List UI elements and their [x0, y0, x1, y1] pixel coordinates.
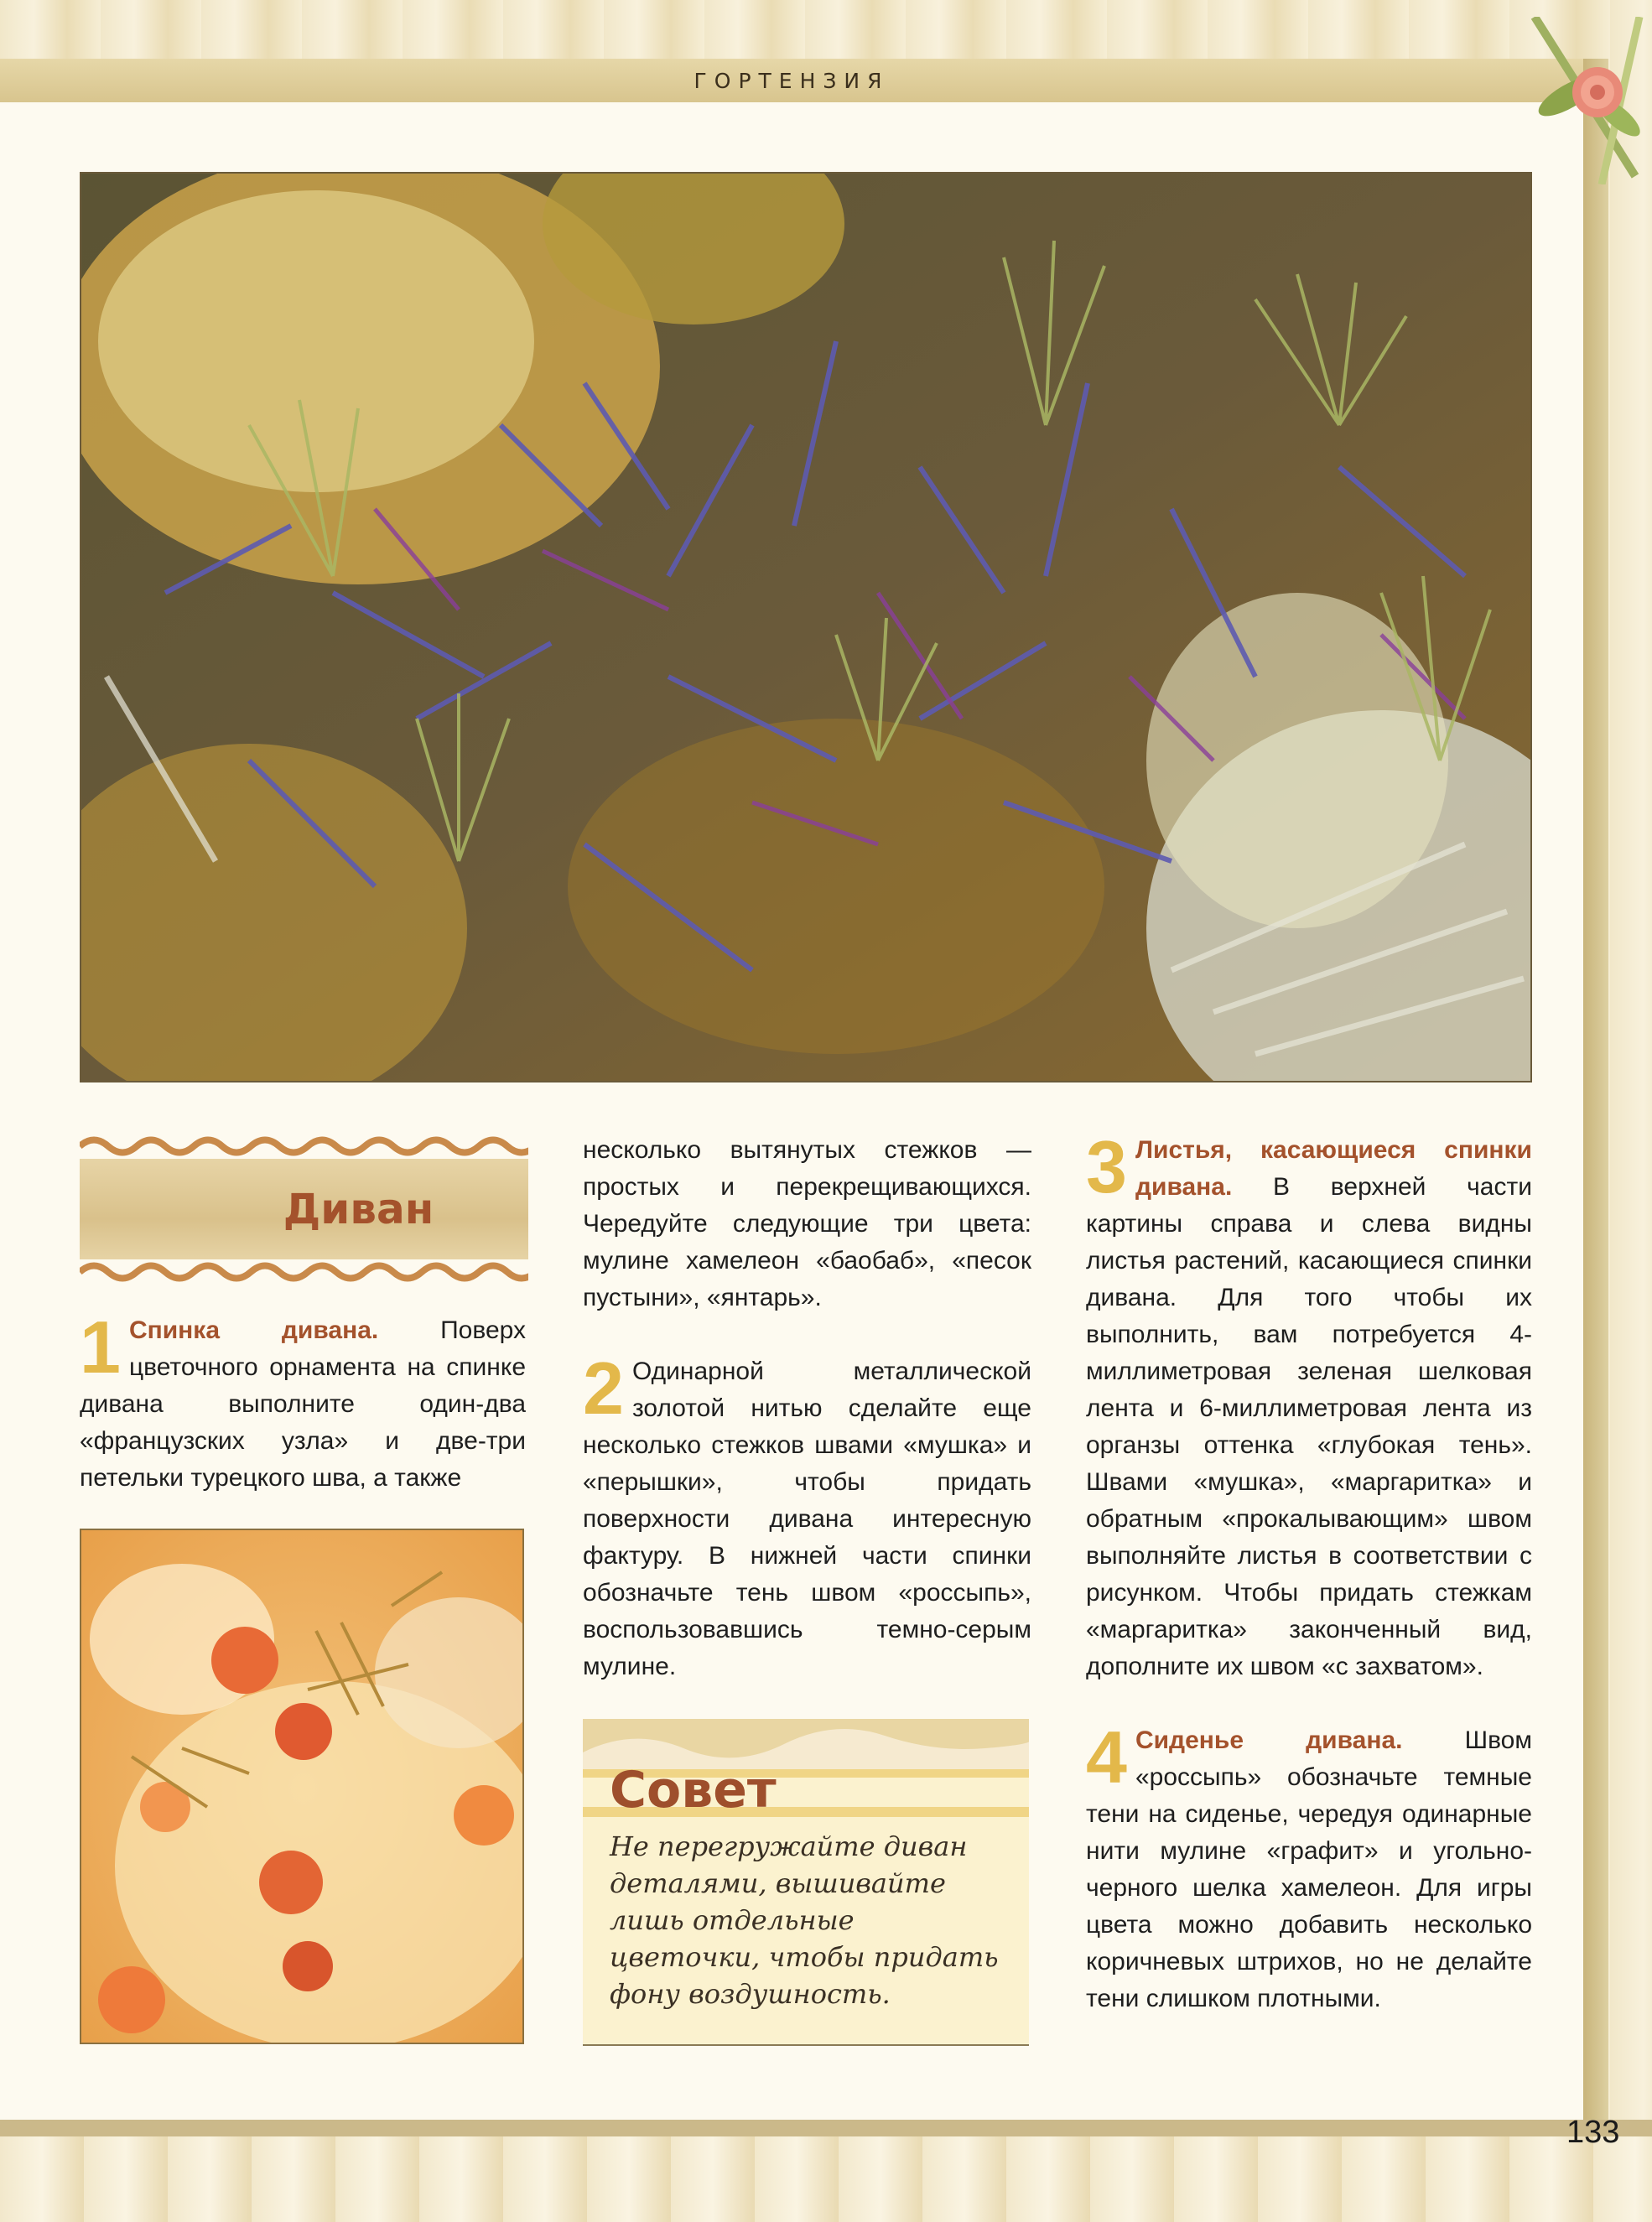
step-lead: Сиденье дивана. — [1135, 1726, 1403, 1754]
page-number: 133 — [1566, 2115, 1620, 2150]
step-1 — [80, 1306, 526, 1497]
step-2 — [583, 1347, 1031, 1685]
step-number: 2 — [583, 1347, 624, 1430]
background-stripes — [0, 2136, 1652, 2222]
text-column-3 — [1086, 1125, 1532, 2017]
step-number: 4 — [1086, 1716, 1127, 1799]
rope-border-top — [80, 1134, 528, 1159]
page-edge-right — [1583, 59, 1608, 2130]
embroidery-photo — [80, 172, 1532, 1082]
step-4 — [1086, 1716, 1532, 2017]
step-number: 3 — [1086, 1125, 1127, 1208]
step-lead: Листья, касающиеся спинки дивана. — [1135, 1136, 1532, 1201]
step-text: Поверх цветочного орнамента на спинке дивана выполните один-два «французских узла» и две-три петельки турецкого шва, а также — [80, 1316, 526, 1492]
tip-title: Совет — [610, 1761, 777, 1820]
tip-box — [583, 1719, 1029, 2046]
tip-text: Не перегружайте диван деталями, вышивайте лишь отдельные цветочки, чтобы придать фону воздушность. — [610, 1830, 999, 2010]
text-column-1 — [80, 1306, 526, 1497]
step-lead: Спинка дивана. — [128, 1316, 379, 1344]
step-3 — [1086, 1125, 1532, 1685]
text-column-2 — [583, 1132, 1031, 1685]
rope-border-bottom — [80, 1259, 528, 1285]
detail-photo — [80, 1529, 524, 2044]
step-number: 1 — [80, 1306, 121, 1389]
step-text: В верхней части картины справа и слева видны листья растений, касающиеся спинки дивана. Для того чтобы их выполнить, вам потребуется 4-миллиметровая зеленая шелковая лента и 6-миллиметровая лента из органзы оттенка «глубокая тень». Швами «мушка», «маргаритка» и обратным «прокалывающим» швом выполняйте листья в соответствии с рисунком. Чтобы придать стежкам «маргаритка» законченный вид, дополните их швом «с захватом». — [1086, 1173, 1532, 1680]
page-edge-bottom — [0, 2120, 1652, 2136]
ribbon-rose-icon — [1518, 17, 1644, 184]
step-text: Швом «россыпь» обозначьте темные тени на сиденье, чередуя одинарные нити мулине «графит» и угольно-черного шелка хамелеон. Для игры цвета можно добавить несколько коричневых штрихов, но не делайте тени слишком плотными. — [1086, 1726, 1532, 2012]
section-banner — [80, 1134, 528, 1285]
step-text: Одинарной металлической золотой нитью сделайте еще несколько стежков швами «мушка» и «перышки», чтобы придать поверхности дивана интересную фактуру. В нижней части спинки обозначьте тень швом «россыпь», воспользовавшись темно-серым мулине. — [583, 1358, 1031, 1680]
header-title: ГОРТЕНЗИЯ — [694, 68, 890, 93]
banner-body — [80, 1159, 528, 1259]
section-title: Диван — [283, 1185, 434, 1233]
running-header — [0, 59, 1583, 102]
continued-text: несколько вытянутых стежков — простых и перекрещивающихся. Чередуйте следующие три цвета: мулине хамелеон «баобаб», «песок пустыни», «янтарь». — [583, 1136, 1031, 1311]
